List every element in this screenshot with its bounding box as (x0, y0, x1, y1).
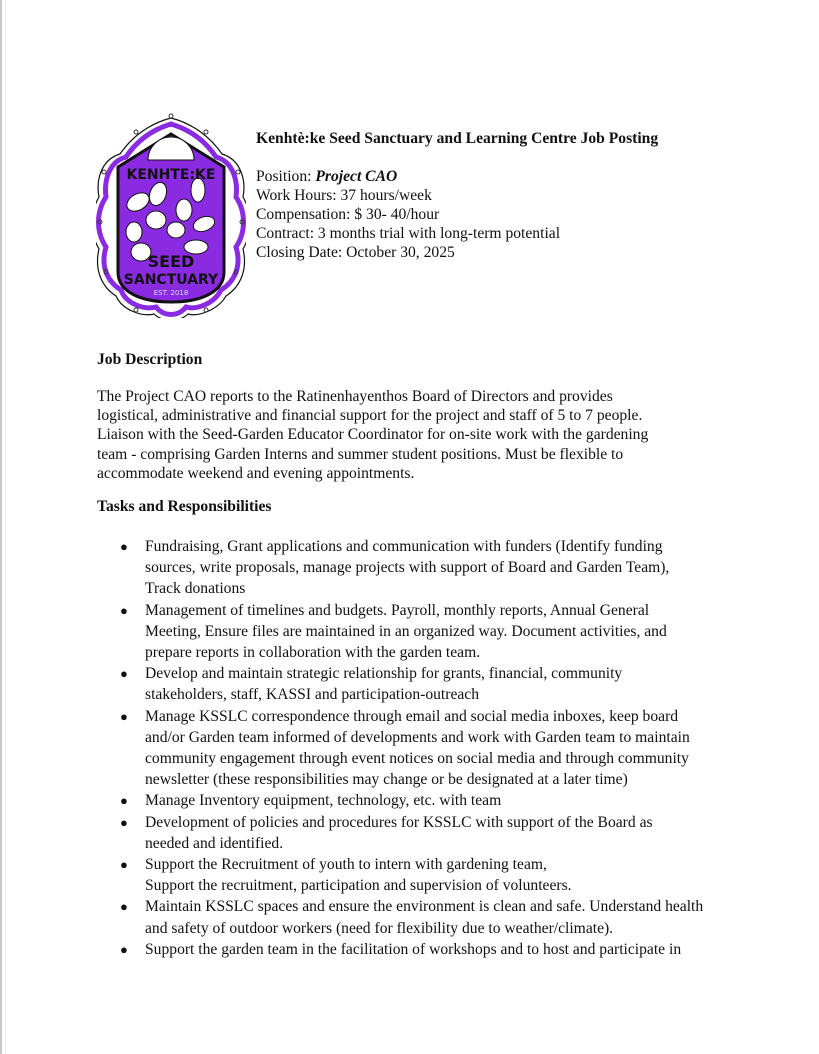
bullet-icon: ● (120, 539, 128, 554)
task-line: and safety of outdoor workers (need for flexibility due to weather/climate). (145, 919, 614, 937)
task-line: Support the recruitment, participation and supervision of volunteers. (145, 877, 572, 895)
position-row (256, 167, 658, 186)
task-line: Meeting, Ensure files are maintained in an organized way. Document activities, and (145, 622, 667, 640)
seed-sanctuary-logo (96, 112, 246, 318)
task-line: Management of timelines and budgets. Payroll, monthly reports, Annual General (145, 601, 650, 619)
bullet-icon: ● (120, 602, 128, 618)
desc-line: accommodate weekend and evening appointments. (97, 464, 415, 482)
task-line: stakeholders, staff, KASSI and participation-outreach (145, 686, 480, 704)
task-line: Fundraising, Grant applications and communication with funders (Identify funding (145, 538, 663, 555)
bullet-icon: ● (120, 666, 128, 682)
page-edge-inner (5, 0, 6, 1054)
desc-line: team - comprising Garden Interns and summer student positions. Must be flexible to (97, 445, 624, 463)
task-item (97, 663, 797, 705)
task-line: Manage Inventory equipment, technology, etc. with team (145, 792, 502, 810)
task-item (97, 790, 797, 811)
posting-title: Kenhtè:ke Seed Sanctuary and Learning Centre Job Posting (256, 130, 659, 147)
bullet-icon: ● (120, 708, 128, 724)
task-item (97, 896, 797, 938)
bullet-icon: ● (120, 857, 128, 873)
tasks-heading: Tasks and Responsibilities (97, 498, 272, 515)
compensation: Compensation: $ 30- 40/hour (256, 206, 440, 223)
task-item (97, 600, 797, 664)
desc-line: Liaison with the Seed-Garden Educator Coordinator for on-site work with the gardening (97, 426, 649, 444)
task-item (97, 536, 797, 600)
task-line: Maintain KSSLC spaces and ensure the environment is clean and safe. Understand health (145, 898, 704, 916)
posting-header (256, 129, 658, 262)
job-description-heading: Job Description (97, 351, 203, 368)
position-value: Project CAO (315, 168, 398, 185)
task-line: newsletter (these responsibilities may change or be designated at a later time) (145, 771, 628, 789)
desc-line: logistical, administrative and financial support for the project and staff of 5 to 7 people. (97, 407, 643, 425)
task-line: Support the garden team in the facilitation of workshops and to host and participate in (145, 940, 682, 958)
bullet-icon: ● (120, 793, 128, 809)
logo-est-text: EST. 2018 (153, 289, 189, 297)
task-line: sources, write proposals, manage projects with support of Board and Garden Team), (145, 559, 670, 577)
task-line: Manage KSSLC correspondence through email and social media inboxes, keep board (145, 707, 679, 725)
task-line: Develop and maintain strategic relationship for grants, financial, community (145, 665, 623, 683)
closing-date: Closing Date: October 30, 2025 (256, 244, 455, 261)
task-line: prepare reports in collaboration with the garden team. (145, 644, 481, 662)
contract: Contract: 3 months trial with long-term potential (256, 225, 561, 242)
sun-arch (148, 137, 194, 160)
task-line: and/or Garden team informed of developments and work with Garden team to maintain (145, 728, 690, 746)
task-line: Development of policies and procedures for KSSLC with support of the Board as (145, 813, 653, 831)
job-description-body (97, 387, 737, 483)
task-line: Track donations (145, 580, 246, 598)
bullet-icon: ● (120, 814, 128, 830)
task-line: needed and identified. (145, 834, 284, 852)
tasks-list (97, 536, 797, 960)
task-line: Support the Recruitment of youth to intern with gardening team, (145, 856, 547, 874)
logo-bottom-text: SANCTUARY (123, 272, 219, 288)
work-hours: Work Hours: 37 hours/week (256, 187, 432, 204)
task-item (97, 854, 797, 896)
logo-top-text: KENHTE:KE (126, 167, 216, 183)
bullet-icon: ● (120, 899, 128, 915)
task-line: community engagement through event notices on social media and through community (145, 750, 689, 768)
page-edge (0, 0, 2, 1054)
task-item (97, 939, 797, 960)
desc-line: The Project CAO reports to the Ratinenhayenthos Board of Directors and provides (97, 388, 613, 405)
task-item (97, 812, 797, 854)
bullet-icon: ● (120, 941, 128, 957)
position-label: Position: (256, 168, 316, 185)
task-item (97, 706, 797, 791)
logo-middle-text: SEED (147, 252, 195, 271)
